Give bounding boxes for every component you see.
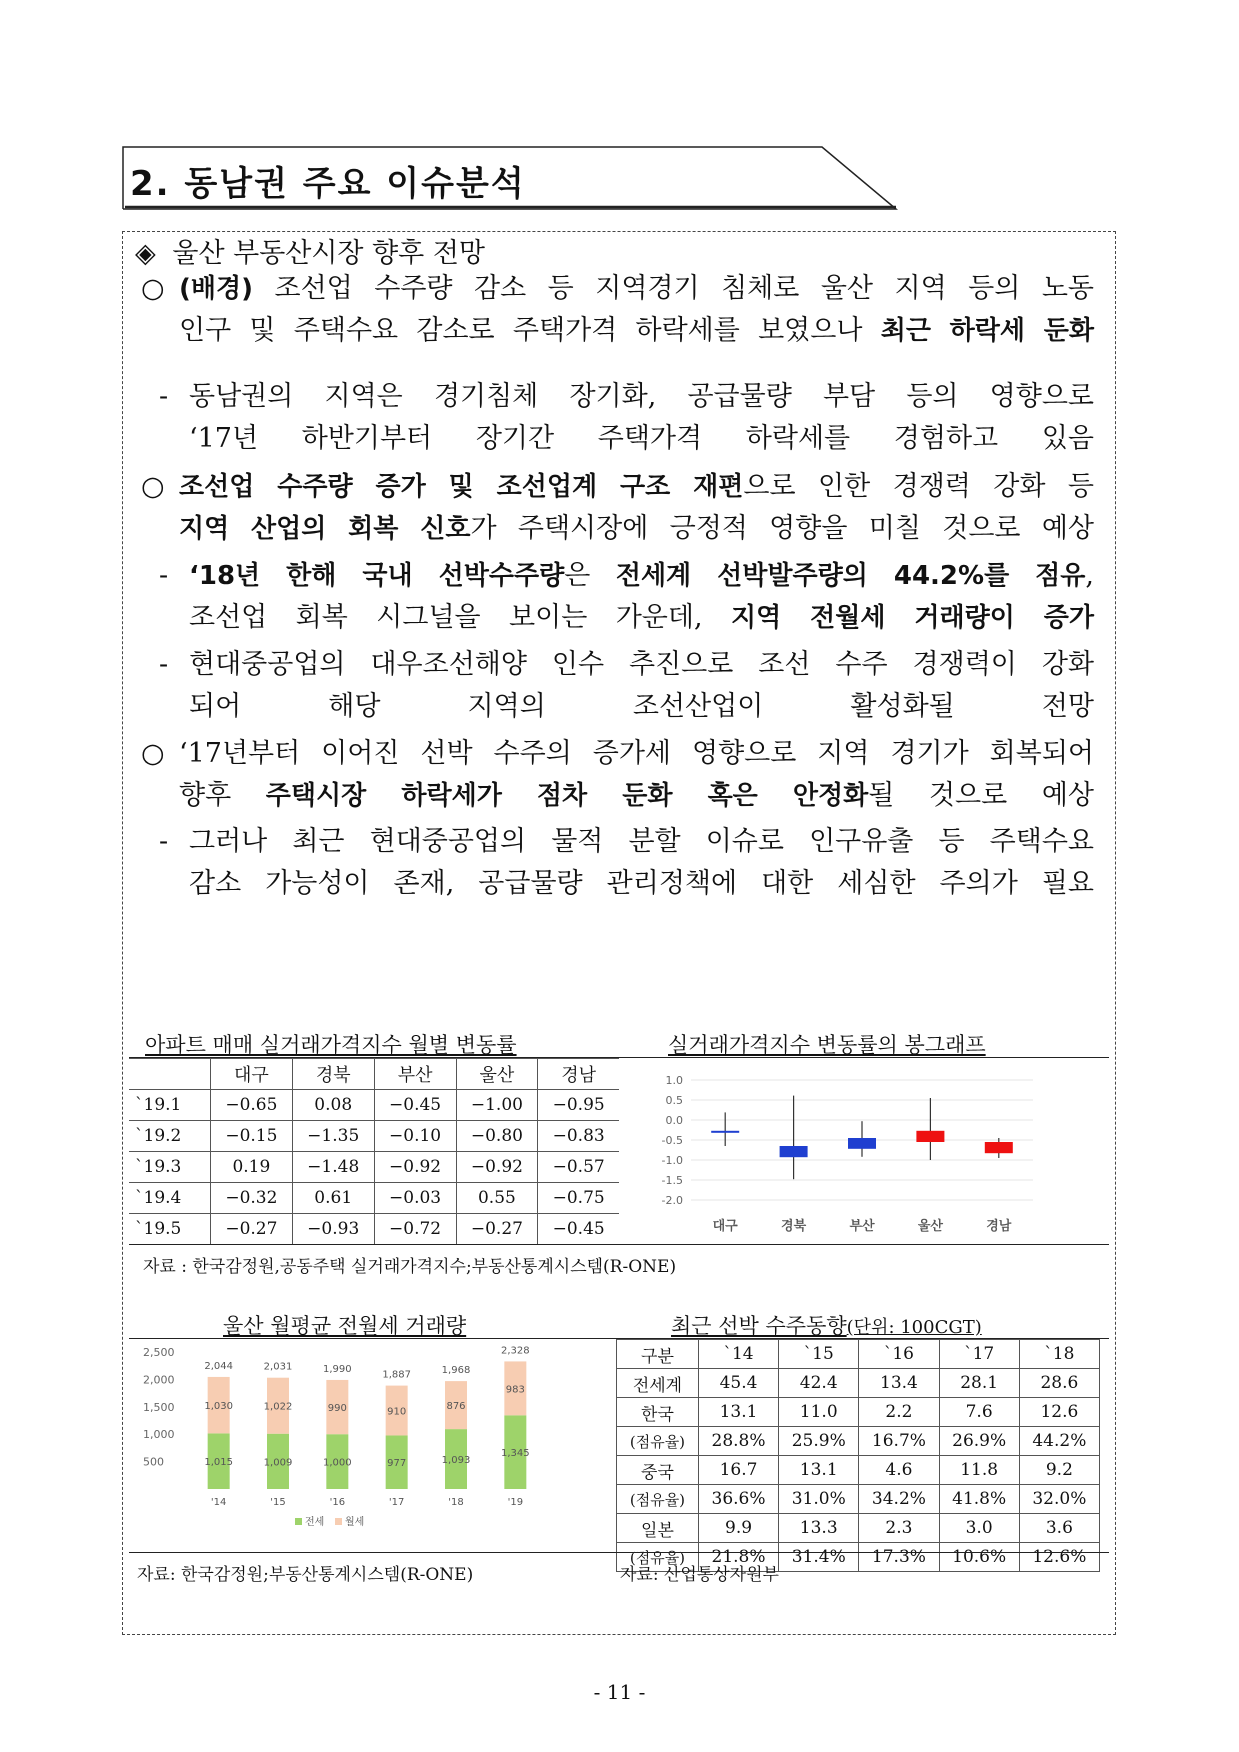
data-label: 1,015 [204,1457,233,1469]
y-tick-label: 0.5 [665,1094,683,1107]
table-row [617,1369,1100,1398]
diamond-icon: ◈ [135,238,156,269]
circle-bullet-icon: ○ [141,738,165,769]
data-label: 1,009 [263,1457,293,1469]
ship-cell: 45.4 [698,1369,778,1398]
ship-cell: 13.3 [779,1514,859,1543]
ship-cell: 28.1 [939,1369,1019,1398]
y-tick-label: 1.0 [665,1074,683,1087]
bullet-text-segment: 되어 해당 지역의 조선산업이 활성화될 전망 [189,691,1094,722]
bullet-7-line2 [189,862,1094,906]
table2-bottom-rule [129,1552,1109,1553]
ship-cell: 4.6 [859,1456,939,1485]
bullet-text-segment: 최근 하락세 둔화 [880,316,1094,346]
price-cell: −0.83 [538,1121,619,1152]
price-cell: −0.95 [538,1090,619,1121]
table-row [129,1152,619,1183]
price-cell: −0.93 [292,1214,374,1245]
price-cell: `19.1 [129,1090,210,1121]
bullet-text-segment: 가 주택시장에 긍정적 영향을 미칠 것으로 예상 [470,513,1094,544]
ship-cell: 42.4 [779,1369,859,1398]
price-cell: 0.19 [210,1152,292,1183]
content-box [122,231,1116,1635]
rent-source: 자료: 한국감정원;부동산통계시스템(R-ONE) [137,1565,474,1585]
bullet-text-segment: 인구 및 주택수요 감소로 주택가격 하락세를 보였으나 [179,315,881,346]
price-cell: −0.45 [374,1090,456,1121]
ship-cell: 28.6 [1019,1369,1099,1398]
y-tick-label: -1.0 [661,1154,683,1167]
price-cell: −0.45 [538,1214,619,1245]
bullet-text-segment: 으로 인한 경쟁력 강화 등 [743,471,1094,502]
ship-cell: 16.7 [698,1456,778,1485]
ship-cell: 44.2% [1019,1427,1099,1456]
x-category-label: 부산 [849,1219,875,1234]
ship-header-cell: `14 [698,1340,778,1369]
ship-cell: 10.6% [939,1543,1019,1572]
ship-cell: (점유율) [617,1543,699,1572]
rent-stacked-bar-chart [135,1344,553,1529]
ship-cell: 13.1 [779,1456,859,1485]
bullet-text-segment: 감소 가능성이 존재, 공급물량 관리정책에 대한 세심한 주의가 필요 [189,868,1094,899]
candle-chart-caption: 실거래가격지수 변동률의 봉그래프 [668,1033,986,1057]
ship-source: 자료: 산업통상자원부 [620,1565,779,1585]
total-label: 1,968 [441,1365,471,1377]
y-tick-label: -1.5 [661,1174,683,1187]
data-label: 1,022 [263,1401,293,1413]
price-cell: −0.80 [456,1121,538,1152]
price-cell: −1.00 [456,1090,538,1121]
ship-cell: 36.6% [698,1485,778,1514]
y-tick-label: -0.5 [661,1134,683,1147]
table-row [129,1090,619,1121]
ship-header-cell: `17 [939,1340,1019,1369]
ship-cell: 17.3% [859,1543,939,1572]
ship-table-caption: 최근 선박 수주동향 [671,1314,847,1338]
bullet-text-segment: 동남권의 지역은 경기침체 장기화, 공급물량 부담 등의 영향으로 [189,381,1094,412]
bullet-text-segment: 은 [564,560,616,591]
price-cell: −0.92 [374,1152,456,1183]
ship-header-cell: `18 [1019,1340,1099,1369]
bullet-text-segment: 향후 [179,780,266,811]
y-tick-label: 0.0 [665,1114,683,1127]
price-cell: −1.35 [292,1121,374,1152]
candle-body [780,1146,808,1157]
ship-table [616,1339,1100,1572]
data-label: 876 [446,1401,466,1413]
price-header-cell: 울산 [456,1059,538,1090]
price-header-cell: 부산 [374,1059,456,1090]
candle-body [916,1131,944,1142]
ship-header-cell: `15 [779,1340,859,1369]
y-tick-label: 2,500 [143,1346,175,1359]
bullet-5-line2 [189,685,1094,729]
data-label: 910 [387,1406,407,1418]
bullet-text-segment: 지역 산업의 회복 신호 [179,514,471,544]
ship-cell: 3.0 [939,1514,1019,1543]
ship-header-cell: `16 [859,1340,939,1369]
price-table-header-row [129,1059,619,1090]
bullet-text-segment: 조선업 수주량 감소 등 지역경기 침체로 울산 지역 등의 노동 [253,273,1094,304]
ship-cell: 3.6 [1019,1514,1099,1543]
ship-cell: 2.2 [859,1398,939,1427]
ship-caption-line [671,1310,982,1340]
ship-cell: 11.8 [939,1456,1019,1485]
price-header-cell: 경북 [292,1059,374,1090]
ship-cell: 2.3 [859,1514,939,1543]
ship-cell: 일본 [617,1514,699,1543]
table-row [617,1427,1100,1456]
circle-bullet-icon: ○ [141,471,165,502]
bullet-4-line1 [189,554,1094,598]
ship-cell: 12.6% [1019,1543,1099,1572]
total-label: 2,031 [263,1361,293,1373]
bullet-text-segment: 조선업 회복 시그널을 보이는 가운데, [189,602,731,633]
price-cell: −0.03 [374,1183,456,1214]
ship-cell: (점유율) [617,1427,699,1456]
x-category-label: '15 [270,1497,286,1508]
total-label: 2,044 [204,1360,233,1372]
table-row [617,1514,1100,1543]
ship-cell: 전세계 [617,1369,699,1398]
bullet-text-segment: 그러나 최근 현대중공업의 물적 분할 이슈로 인구유출 등 주택수요 [189,826,1094,857]
ship-table-body [617,1340,1100,1572]
data-label: 990 [327,1403,347,1415]
ship-header-cell: 구분 [617,1340,699,1369]
price-header-cell [129,1059,210,1090]
x-category-label: '19 [507,1497,524,1508]
candle-body [848,1138,876,1149]
bullet-6-line2 [179,774,1094,818]
price-cell: `19.2 [129,1121,210,1152]
bullet-text-segment: 조선업 수주량 증가 및 조선업계 구조 재편 [179,472,744,502]
legend-label: 전세 [305,1517,325,1528]
price-cell: −0.32 [210,1183,292,1214]
data-label: 1,345 [501,1448,530,1460]
ship-cell: 21.8% [698,1543,778,1572]
price-cell: `19.5 [129,1214,210,1245]
price-cell: 0.55 [456,1183,538,1214]
ship-cell: (점유율) [617,1485,699,1514]
price-cell: −0.92 [456,1152,538,1183]
bullet-3-line1 [179,465,1094,509]
x-category-label: 울산 [917,1219,943,1234]
table-bottom-rule [129,1244,1109,1245]
price-cell: −0.75 [538,1183,619,1214]
bullet-text-segment: ‘18년 한해 국내 선박수주량 [189,561,565,591]
price-header-cell: 대구 [210,1059,292,1090]
legend-swatch [295,1518,302,1525]
table-row [617,1485,1100,1514]
bullet-text-segment: ‘17년 하반기부터 장기간 주택가격 하락세를 경험하고 있음 [189,423,1094,454]
x-category-label: '17 [388,1497,405,1508]
data-label: 1,093 [441,1455,471,1467]
table-row [617,1456,1100,1485]
ship-cell: 12.6 [1019,1398,1099,1427]
bullet-6-line1 [179,732,1094,776]
price-cell: −1.48 [292,1152,374,1183]
price-cell: 0.08 [292,1090,374,1121]
total-label: 1,990 [323,1363,352,1375]
topic-title: 울산 부동산시장 향후 전망 [172,238,486,269]
rent-chart-caption: 울산 월평균 전월세 거래량 [223,1314,467,1338]
price-cell: −0.27 [456,1214,538,1245]
data-label: 1,030 [204,1401,233,1413]
bullet-4-line2 [189,596,1094,640]
bullet-text-segment: 될 것으로 예상 [868,780,1094,811]
table-row [129,1183,619,1214]
price-cell: −0.10 [374,1121,456,1152]
price-cell: −0.57 [538,1152,619,1183]
bullet-text-segment: (배경) [179,274,253,304]
price-cell: `19.3 [129,1152,210,1183]
candle-body [985,1142,1013,1153]
x-category-label: '14 [210,1497,227,1508]
page-number: - 11 - [593,1680,646,1704]
price-table-caption: 아파트 매매 실거래가격지수 월별 변동률 [145,1033,517,1057]
price-header-cell: 경남 [538,1059,619,1090]
ship-cell: 34.2% [859,1485,939,1514]
ship-cell: 9.9 [698,1514,778,1543]
y-tick-label: 1,500 [143,1400,175,1414]
price-cell: −0.27 [210,1214,292,1245]
ship-header-row [617,1340,1100,1369]
ship-cell: 41.8% [939,1485,1019,1514]
y-tick-label: 500 [143,1455,164,1469]
x-category-label: '16 [329,1497,346,1508]
dash-bullet-icon: - [159,381,169,412]
legend-swatch [335,1518,342,1525]
table-row [129,1121,619,1152]
data-label: 1,000 [323,1457,352,1469]
y-tick-label: -2.0 [661,1194,683,1207]
total-label: 1,887 [382,1369,411,1381]
ship-cell: 25.9% [779,1427,859,1456]
ship-cell: 32.0% [1019,1485,1099,1514]
bullet-3-line2 [179,507,1094,551]
table-row [129,1214,619,1245]
price-table [129,1058,619,1245]
price-cell: `19.4 [129,1183,210,1214]
candle-body [711,1131,739,1133]
price-cell: −0.72 [374,1214,456,1245]
circle-bullet-icon: ○ [141,273,165,304]
ship-cell: 7.6 [939,1398,1019,1427]
x-category-label: 경남 [986,1219,1012,1234]
dash-bullet-icon: - [159,649,169,680]
total-label: 2,328 [501,1345,530,1357]
price-table-body [129,1090,619,1245]
bullet-1-line1 [179,267,1094,311]
bullet-2-line2 [189,417,1094,461]
ship-cell: 16.7% [859,1427,939,1456]
ship-cell: 중국 [617,1456,699,1485]
section-title: 2. 동남권 주요 이슈분석 [130,164,526,204]
y-tick-label: 1,000 [143,1428,175,1442]
bullet-text-segment: , [1085,560,1095,591]
legend-label: 월세 [345,1517,365,1528]
bullet-1-line2 [179,309,1094,353]
candle-chart [633,1062,1063,1242]
bullet-text-segment: 지역 전월세 거래량이 증가 [731,603,1094,633]
x-category-label: 대구 [712,1219,738,1234]
price-source: 자료 : 한국감정원,공동주택 실거래가격지수;부동산통계시스템(R-ONE) [143,1257,677,1277]
bullet-text-segment: ‘17년부터 이어진 선박 수주의 증가세 영향으로 지역 경기가 회복되어 [179,738,1094,769]
bullet-7-line1 [189,820,1094,864]
ship-cell: 31.0% [779,1485,859,1514]
ship-cell: 28.8% [698,1427,778,1456]
bullet-text-segment: 전세계 선박발주량의 44.2%를 점유 [615,561,1086,591]
x-category-label: 경북 [781,1219,807,1234]
bullet-5-line1 [189,643,1094,687]
table-row [617,1398,1100,1427]
price-cell: 0.61 [292,1183,374,1214]
data-label: 983 [505,1384,525,1396]
ship-cell: 13.4 [859,1369,939,1398]
data-label: 977 [387,1458,407,1470]
x-category-label: '18 [448,1497,464,1508]
dash-bullet-icon: - [159,826,169,857]
bullet-2-line1 [189,375,1094,419]
y-tick-label: 2,000 [143,1373,175,1387]
bullet-text-segment: 현대중공업의 대우조선해양 인수 추진으로 조선 수주 경쟁력이 강화 [189,649,1094,680]
dash-bullet-icon: - [159,560,169,591]
ship-table-unit: (단위: 100CGT) [846,1317,982,1338]
price-cell: −0.65 [210,1090,292,1121]
ship-cell: 13.1 [698,1398,778,1427]
ship-cell: 26.9% [939,1427,1019,1456]
bullet-text-segment: 주택시장 하락세가 점차 둔화 혹은 안정화 [265,781,869,811]
ship-cell: 9.2 [1019,1456,1099,1485]
price-cell: −0.15 [210,1121,292,1152]
ship-cell: 한국 [617,1398,699,1427]
ship-cell: 11.0 [779,1398,859,1427]
section-heading [122,146,898,210]
ship-cell: 31.4% [779,1543,859,1572]
